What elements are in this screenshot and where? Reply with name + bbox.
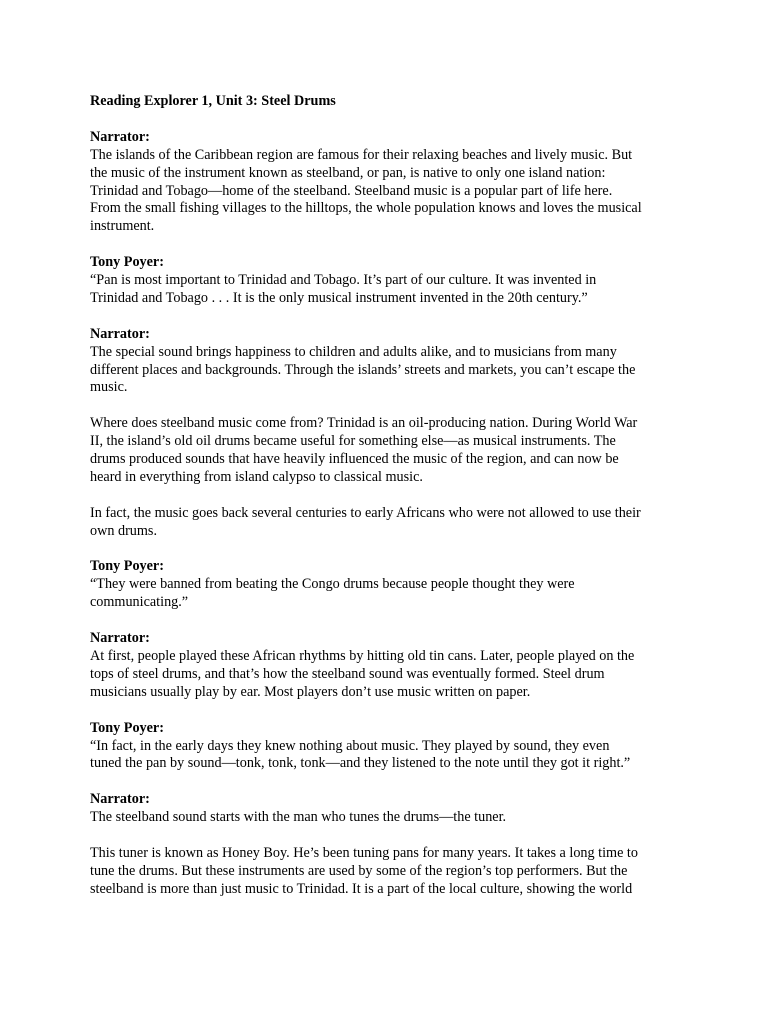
speaker-label: Tony Poyer: [90, 254, 164, 271]
transcript-block [90, 326, 690, 398]
speaker-label: Narrator: [90, 128, 150, 145]
text-line: The steelband sound starts with the man who tunes the drums—the tuner. [90, 809, 507, 826]
text-line: This tuner is known as Honey Boy. He’s been tuning pans for many years. It takes a long time to [90, 844, 638, 861]
text-line: the music of the instrument known as steelband, or pan, is native to only one island nation: [90, 164, 606, 181]
text-line: From the small fishing villages to the hilltops, the whole population knows and loves the musical [90, 200, 642, 217]
text-line: The islands of the Caribbean region are famous for their relaxing beaches and lively music. But [90, 146, 633, 163]
text-line: drums produced sounds that have heavily influenced the music of the region, and can now be [90, 451, 619, 468]
speaker-label: Narrator: [90, 630, 150, 647]
text-line: musicians usually play by ear. Most players don’t use music written on paper. [90, 683, 531, 700]
speaker-label: Tony Poyer: [90, 558, 164, 575]
transcript-block [90, 415, 690, 487]
document-title: Reading Explorer 1, Unit 3: Steel Drums [90, 93, 336, 109]
text-line: different places and backgrounds. Through the islands’ streets and markets, you can’t escape the [90, 361, 636, 378]
text-line: heard in everything from island calypso to classical music. [90, 468, 423, 485]
text-line: Trinidad and Tobago—home of the steelband. Steelband music is a popular part of life here. [90, 182, 613, 199]
text-line: own drums. [90, 522, 157, 539]
text-line: The special sound brings happiness to children and adults alike, and to musicians from many [90, 343, 617, 360]
text-line: “They were banned from beating the Congo drums because people thought they were [90, 576, 575, 593]
speaker-label: Narrator: [90, 791, 150, 808]
document-page [90, 93, 690, 917]
transcript-block [90, 254, 690, 308]
transcript-block [90, 558, 690, 612]
text-line: tops of steel drums, and that’s how the steelband sound was eventually formed. Steel drum [90, 665, 605, 682]
transcript-block [90, 791, 690, 827]
text-line: communicating.” [90, 594, 189, 611]
text-line: tuned the pan by sound—tonk, tonk, tonk—and they listened to the note until they got it right.” [90, 755, 631, 772]
transcript-block [90, 720, 690, 774]
text-line: music. [90, 379, 128, 396]
text-line: In fact, the music goes back several centuries to early Africans who were not allowed to use their [90, 504, 641, 521]
text-line: steelband is more than just music to Trinidad. It is a part of the local culture, showing the world [90, 880, 633, 897]
speaker-label: Narrator: [90, 325, 150, 342]
text-line: “In fact, in the early days they knew nothing about music. They played by sound, they even [90, 737, 610, 754]
transcript-body [90, 129, 690, 899]
text-line: Trinidad and Tobago . . . It is the only musical instrument invented in the 20th century.” [90, 289, 588, 306]
speaker-label: Tony Poyer: [90, 719, 164, 736]
text-line: tune the drums. But these instruments are used by some of the region’s top performers. But the [90, 862, 628, 879]
transcript-block [90, 129, 690, 236]
text-line: At first, people played these African rhythms by hitting old tin cans. Later, people played on the [90, 647, 635, 664]
transcript-block [90, 630, 690, 702]
text-line: “Pan is most important to Trinidad and Tobago. It’s part of our culture. It was invented in [90, 272, 597, 289]
transcript-block [90, 845, 690, 899]
text-line: Where does steelband music come from? Trinidad is an oil-producing nation. During World War [90, 415, 638, 432]
text-line: II, the island’s old oil drums became useful for something else—as musical instruments. The [90, 433, 616, 450]
transcript-block [90, 505, 690, 541]
text-line: instrument. [90, 218, 155, 235]
